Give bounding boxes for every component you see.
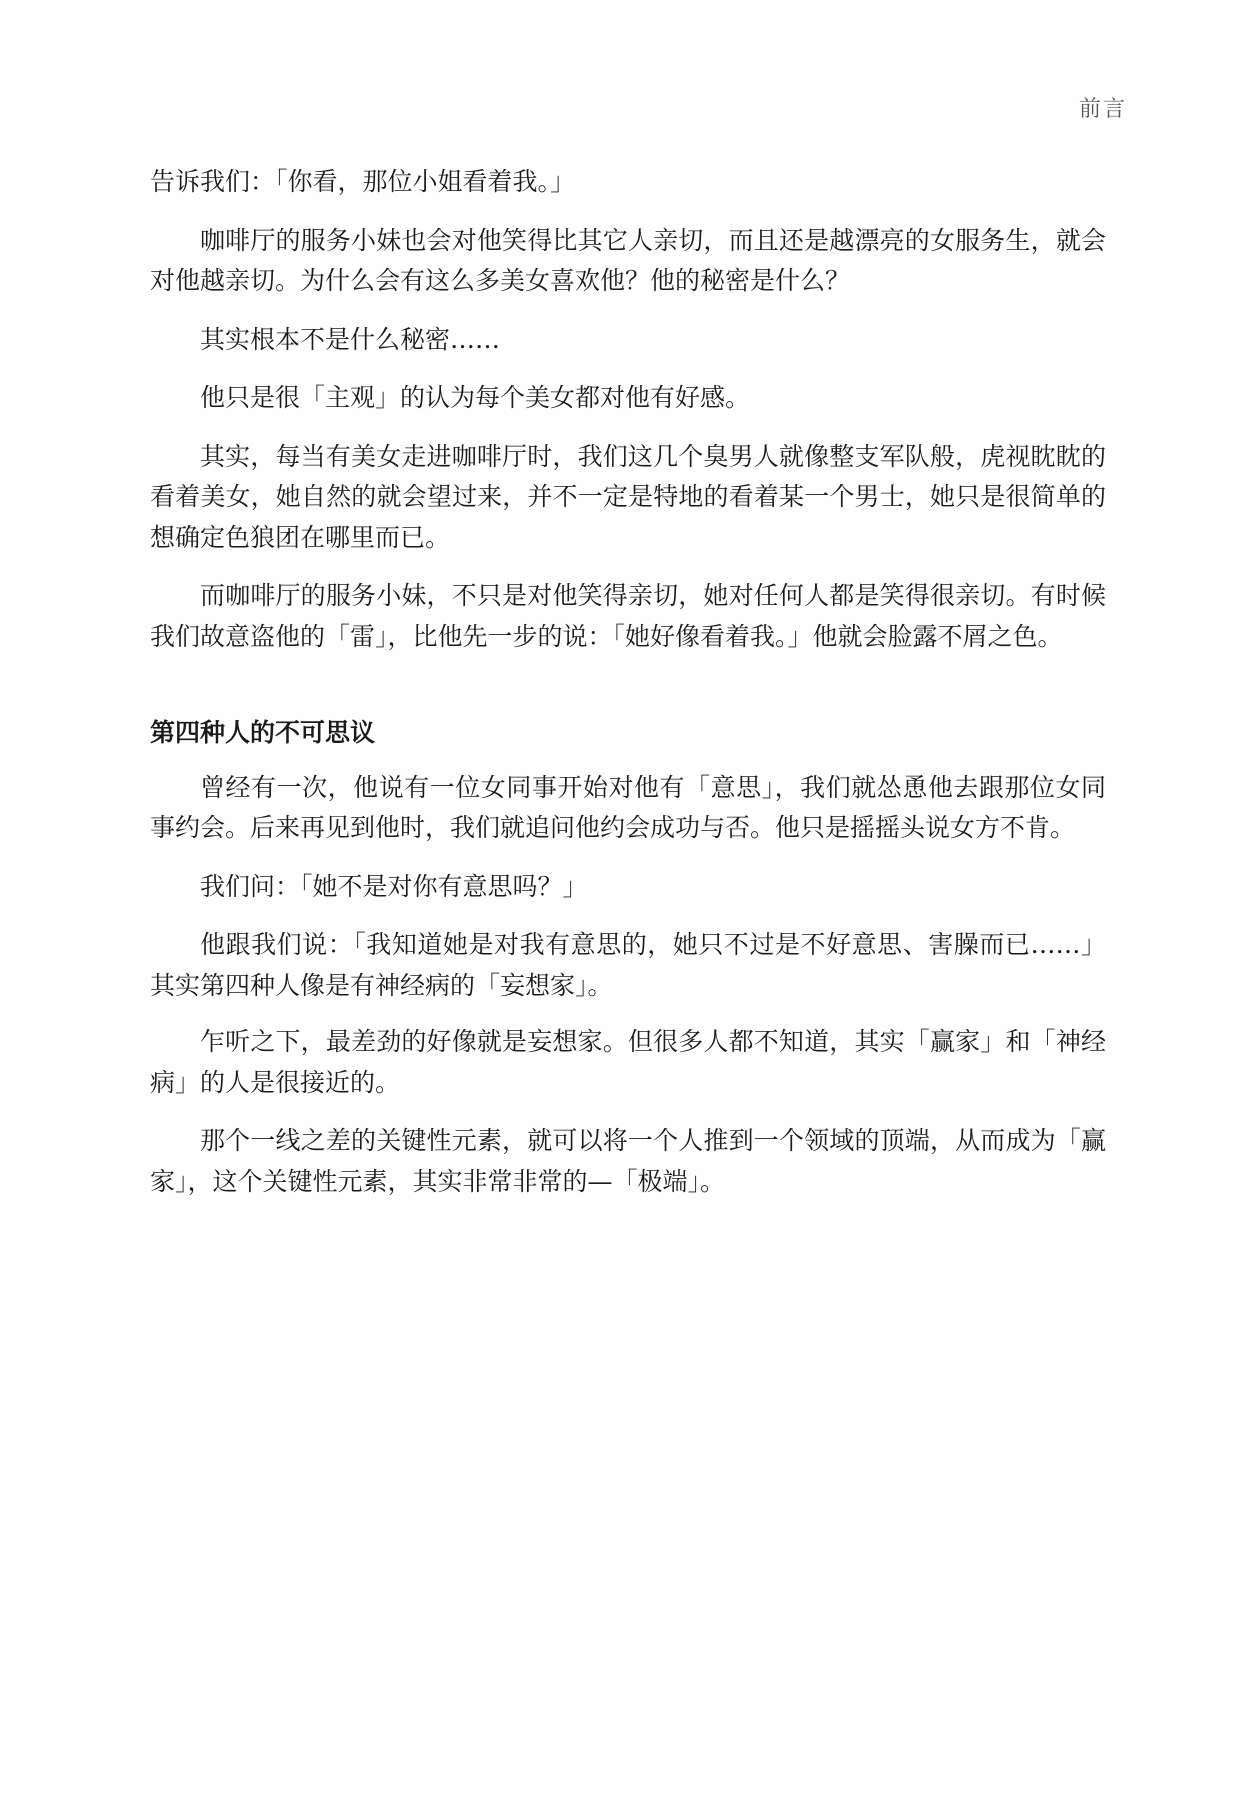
paragraph-1: 告诉我们：「你看，那位小姐看着我。」 <box>150 167 576 196</box>
paragraph-8: 我们问：「她不是对你有意思吗？」 <box>200 871 588 901</box>
paragraph-4: 他只是很「主观」的认为每个美女都对他有好感。 <box>200 383 751 412</box>
paragraph-10: 乍听之下，最差劲的好像就是妄想家。但很多人都不知道，其实「赢家」和「神经病」的人是很接近的。 <box>150 1027 1106 1097</box>
section-heading: 第四种人的不可思议 <box>150 718 376 747</box>
paragraph-3: 其实根本不是什么秘密…… <box>200 324 501 354</box>
paragraph-7: 曾经有一次，他说有一位女同事开始对他有「意思」，我们就怂恿他去跟那位女同事约会。后来再见到他时，我们就追问他约会成功与否。他只是摇摇头说女方不肯。 <box>150 772 1106 842</box>
paragraph-11: 那个一线之差的关键性元素，就可以将一个人推到一个领域的顶端，从而成为「赢家」，这个关键性元素，其实非常非常的—「极端」。 <box>150 1126 1106 1196</box>
paragraph-9: 他跟我们说：「我知道她是对我有意思的，她只不过是不好意思、害臊而已……」其实第四种人像是有神经病的「妄想家」。 <box>150 930 1106 1000</box>
page-body <box>150 162 1106 1220</box>
running-header: 前言 <box>1078 97 1127 122</box>
paragraph-5: 其实，每当有美女走进咖啡厅时，我们这几个臭男人就像整支军队般，虎视眈眈的看着美女，她自然的就会望过来，并不一定是特地的看着某一个男士，她只是很简单的想确定色狼团在哪里而已。 <box>150 441 1106 552</box>
paragraph-2: 咖啡厅的服务小妹也会对他笑得比其它人亲切，而且还是越漂亮的女服务生，就会对他越亲切。为什么会有这么多美女喜欢他？他的秘密是什么？ <box>150 225 1106 295</box>
paragraph-6: 而咖啡厅的服务小妹，不只是对他笑得亲切，她对任何人都是笑得很亲切。有时候我们故意盗他的「雷」，比他先一步的说：「她好像看着我。」他就会脸露不屑之色。 <box>150 581 1106 651</box>
